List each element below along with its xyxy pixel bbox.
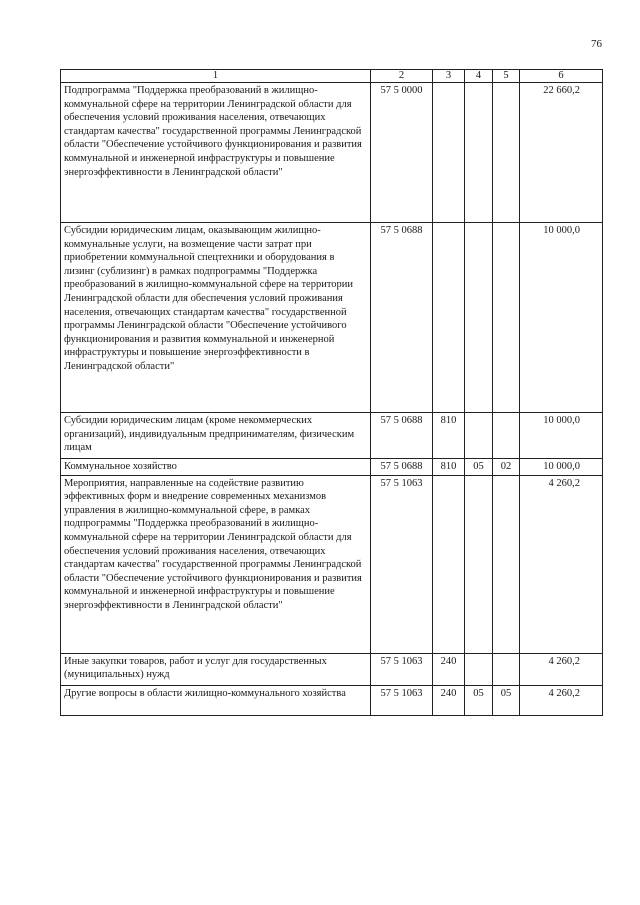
row-description: Субсидии юридическим лицам, оказывающим жилищно-коммунальные услуги, на возмещение части затрат при приобретении коммунальной спецтехники и оборудования в лизинг (сублизинг) в рамках подпрограммы "Поддержка преобразований в жилищно-коммунальной сфере на территории Ленинградской области для обеспечения условий проживания населения, отвечающих стандартам качества" государственной программы Ленинградской области "Обеспечение устойчивого функционирования и развития коммунальной и инженерной инфраструктуры и повышение энергоэффективности в Ленинградской области" [61,223,371,413]
table-header-row [61,70,603,83]
row-subsection [493,223,520,413]
row-target-code: 57 5 1063 [371,653,433,685]
row-subsection [493,83,520,223]
table-row [61,475,603,653]
column-header: 3 [433,70,465,83]
row-subsection [493,413,520,459]
row-target-code: 57 5 0688 [371,459,433,476]
table-row [61,653,603,685]
page-number: 76 [591,38,602,50]
table-row [61,413,603,459]
row-subsection [493,475,520,653]
row-subsection [493,653,520,685]
row-expense-type [433,83,465,223]
table-row [61,223,603,413]
row-section [465,475,493,653]
row-target-code: 57 5 0688 [371,413,433,459]
row-subsection: 02 [493,459,520,476]
row-section [465,83,493,223]
row-expense-type: 810 [433,459,465,476]
row-amount: 10 000,0 [520,223,603,413]
table-row [61,685,603,715]
column-header: 5 [493,70,520,83]
row-amount: 22 660,2 [520,83,603,223]
column-header: 6 [520,70,603,83]
row-description: Мероприятия, направленные на содействие развитию эффективных форм и внедрение современных механизмов управления в жилищно-коммунальной сфере, в рамках подпрограммы "Поддержка преобразований в жилищно-коммунальной сфере на территории Ленинградской области для обеспечения условий проживания населения, отвечающих стандартам качества" государственной программы Ленинградской области "Обеспечение устойчивого функционирования и развития коммунальной и инженерной инфраструктуры и повышение энергоэффективности в Ленинградской области" [61,475,371,653]
row-target-code: 57 5 0688 [371,223,433,413]
column-header: 1 [61,70,371,83]
row-expense-type [433,223,465,413]
row-section: 05 [465,685,493,715]
row-section [465,413,493,459]
row-amount: 10 000,0 [520,413,603,459]
row-description: Другие вопросы в области жилищно-коммунального хозяйства [61,685,371,715]
row-expense-type: 240 [433,685,465,715]
row-section: 05 [465,459,493,476]
table-row [61,459,603,476]
table-row [61,83,603,223]
column-header: 4 [465,70,493,83]
row-description: Субсидии юридическим лицам (кроме некоммерческих организаций), индивидуальным предпринимателям, физическим лицам [61,413,371,459]
row-target-code: 57 5 1063 [371,475,433,653]
row-section [465,653,493,685]
row-amount: 4 260,2 [520,475,603,653]
row-subsection: 05 [493,685,520,715]
row-section [465,223,493,413]
row-description: Подпрограмма "Поддержка преобразований в жилищно-коммунальной сфере на территории Ленинградской области для обеспечения условий проживания населения, отвечающих стандартам качества" государственной программы Ленинградской области "Обеспечение устойчивого функционирования и развития коммунальной и инженерной инфраструктуры и повышение энергоэффективности в Ленинградской области" [61,83,371,223]
row-target-code: 57 5 0000 [371,83,433,223]
column-header: 2 [371,70,433,83]
row-expense-type: 810 [433,413,465,459]
row-amount: 10 000,0 [520,459,603,476]
row-description: Иные закупки товаров, работ и услуг для государственных (муниципальных) нужд [61,653,371,685]
budget-table [60,69,603,716]
row-expense-type [433,475,465,653]
row-amount: 4 260,2 [520,685,603,715]
row-target-code: 57 5 1063 [371,685,433,715]
row-description: Коммунальное хозяйство [61,459,371,476]
row-expense-type: 240 [433,653,465,685]
row-amount: 4 260,2 [520,653,603,685]
